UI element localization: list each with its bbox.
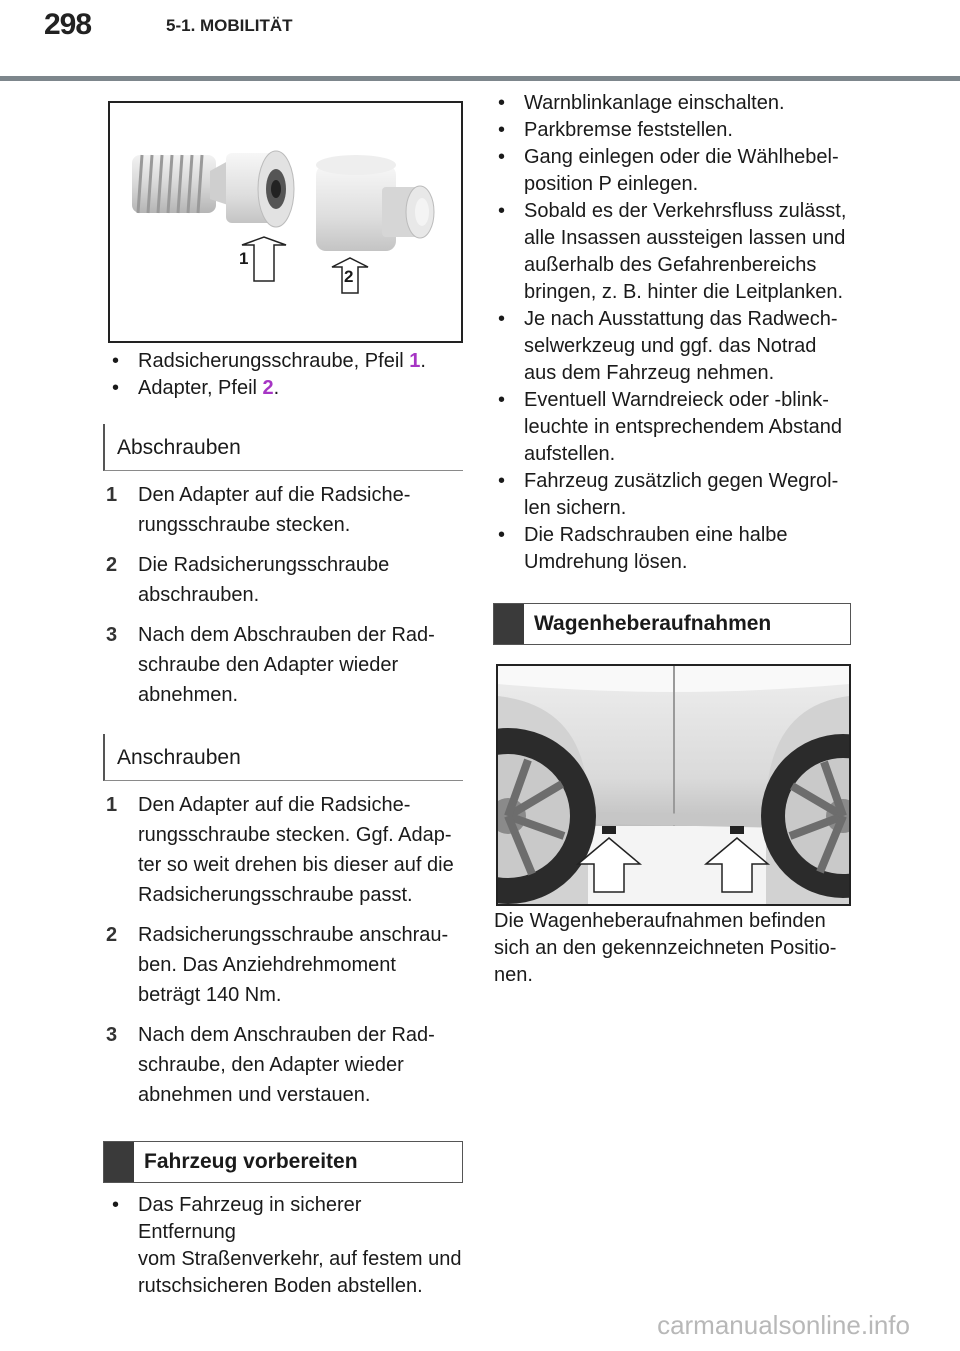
figure-caption — [494, 908, 854, 989]
step-line: Den Adapter auf die Radsiche- — [138, 794, 411, 816]
section-title: Fahrzeug vorbereiten — [144, 1150, 358, 1173]
step-line: Den Adapter auf die Radsiche- — [138, 484, 411, 506]
step-1 — [106, 480, 466, 540]
bullet-line: Das Fahrzeug in sicherer Entfernung — [138, 1194, 362, 1243]
figure-lock-bolt-adapter — [108, 101, 463, 343]
bullet-line: position P einlegen. — [524, 173, 699, 195]
step-line: abschrauben. — [138, 584, 260, 606]
right-bullet-list — [498, 90, 858, 576]
step-2 — [106, 550, 466, 610]
list-item: • Gang einlegen oder die Wählhebel- position P einlegen. — [498, 146, 839, 195]
section-marker — [494, 604, 524, 644]
step-number: 2 — [106, 554, 118, 576]
bullet-line: außerhalb des Gefahrenbereichs — [524, 254, 817, 276]
vorbereiten-bullet-left — [112, 1192, 462, 1300]
step-number: 3 — [106, 624, 118, 646]
bullet-line: Umdrehung lösen. — [524, 551, 688, 573]
header-rule — [0, 76, 960, 81]
bullet-text: Adapter, Pfeil — [138, 377, 263, 399]
section-header-wagenheberaufnahmen — [493, 603, 851, 645]
figure-jacking-points — [496, 664, 851, 906]
figure-label-2: 2 — [344, 267, 354, 286]
step-line: rungsschraube stecken. Ggf. Adap- — [138, 824, 452, 846]
caption-line: sich an den gekennzeichneten Positio- — [494, 937, 837, 959]
bullet-line: Gang einlegen oder die Wählhebel- — [524, 146, 839, 168]
step-line: Radsicherungsschraube passt. — [138, 884, 413, 906]
step-number: 1 — [106, 484, 118, 506]
step-line: ben. Das Anziehdrehmoment — [138, 954, 396, 976]
caption-line: nen. — [494, 964, 533, 986]
step-line: Nach dem Abschrauben der Rad- — [138, 624, 435, 646]
step-number: 1 — [106, 794, 118, 816]
step-line: Die Radsicherungsschraube — [138, 554, 390, 576]
step-3 — [106, 1020, 466, 1110]
step-1 — [106, 790, 466, 910]
bullet-line: len sichern. — [524, 497, 627, 519]
bullet-tail: . — [420, 350, 426, 372]
list-item: • Je nach Ausstattung das Radwech- selwerkzeug und ggf. das Notrad aus dem Fahrzeug nehmen. — [498, 308, 838, 384]
section-header-anschrauben — [103, 734, 463, 781]
figure-label-1: 1 — [239, 249, 249, 268]
bolt-thread — [132, 155, 216, 213]
list-item: • Parkbremse feststellen. — [498, 117, 858, 144]
step-line: abnehmen und verstauen. — [138, 1084, 371, 1106]
bullet-line: Je nach Ausstattung das Radwech- — [524, 308, 838, 330]
list-item: • Sobald es der Verkehrsfluss zulässt, alle Insassen aussteigen lassen und außerhalb des Gefahrenbereichs bringen, z. B. hinter die Leitplanken. — [498, 200, 847, 303]
arrow-1-icon — [242, 237, 286, 281]
list-item: • Fahrzeug zusätzlich gegen Wegrol- len sichern. — [498, 470, 839, 519]
chapter-title: 5-1. MOBILITÄT — [166, 16, 293, 35]
section-title: Wagenheberaufnahmen — [534, 612, 772, 635]
section-title: Abschrauben — [117, 436, 241, 459]
caption-line: Die Wagenheberaufnahmen befinden — [494, 910, 826, 932]
list-item: • Die Radschrauben eine halbe Umdrehung lösen. — [498, 524, 788, 573]
section-header-abschrauben — [103, 424, 463, 471]
step-line: schraube, den Adapter wieder — [138, 1054, 404, 1076]
list-item: • Warnblinkanlage einschalten. — [498, 90, 858, 117]
lock-bolt-illustration — [110, 103, 461, 341]
step-line: beträgt 140 Nm. — [138, 984, 282, 1006]
step-line: ter so weit drehen bis dieser auf die — [138, 854, 454, 876]
bullet-line: bringen, z. B. hinter die Leitplanken. — [524, 281, 844, 303]
section-title: Anschrauben — [117, 746, 241, 769]
step-2 — [106, 920, 466, 1010]
section-header-fahrzeug-vorbereiten — [103, 1141, 463, 1183]
step-line: abnehmen. — [138, 684, 239, 706]
bullet-line: selwerkzeug und ggf. das Notrad — [524, 335, 817, 357]
intro-bullet-2: • Adapter, Pfeil 2. — [112, 377, 280, 399]
car-side-illustration — [498, 666, 849, 904]
intro-bullet-list — [112, 348, 462, 402]
bullet-text: Radsicherungsschraube, Pfeil — [138, 350, 410, 372]
bullet-line: Fahrzeug zusätzlich gegen Wegrol- — [524, 470, 839, 492]
bullet-line: Parkbremse feststellen. — [524, 119, 733, 141]
bullet-line: Sobald es der Verkehrsfluss zulässt, — [524, 200, 847, 222]
bullet-line: Warnblinkanlage einschalten. — [524, 92, 785, 114]
step-number: 3 — [106, 1024, 118, 1046]
bullet-line: rutschsicheren Boden abstellen. — [138, 1275, 423, 1297]
step-line: schraube den Adapter wieder — [138, 654, 399, 676]
step-number: 2 — [106, 924, 118, 946]
bullet-line: vom Straßenverkehr, auf festem und — [138, 1248, 462, 1270]
intro-bullet-1: • Radsicherungsschraube, Pfeil 1. — [112, 350, 426, 372]
bullet-line: aufstellen. — [524, 443, 616, 465]
step-line: Nach dem Anschrauben der Rad- — [138, 1024, 435, 1046]
bullet-line: aus dem Fahrzeug nehmen. — [524, 362, 775, 384]
jack-point-rear — [730, 826, 744, 834]
anschrauben-steps — [106, 790, 466, 1110]
page-number: 298 — [44, 8, 92, 41]
step-line: Radsicherungsschraube anschrau- — [138, 924, 449, 946]
bullet-line: Die Radschrauben eine halbe — [524, 524, 788, 546]
step-line: rungsschraube stecken. — [138, 514, 351, 536]
abschrauben-steps — [106, 480, 466, 710]
list-item: • Das Fahrzeug in sicherer Entfernung vom Straßenverkehr, auf festem und rutschsicheren Boden abstellen. — [112, 1194, 462, 1297]
bullet-line: leuchte in entsprechendem Abstand — [524, 416, 842, 438]
watermark: carmanualsonline.info — [657, 1310, 910, 1340]
bullet-tail: . — [273, 377, 280, 399]
adapter-shape — [316, 155, 434, 251]
bullet-line: alle Insassen aussteigen lassen und — [524, 227, 846, 249]
list-item: • Eventuell Warndreieck oder -blink- leuchte in entsprechendem Abstand aufstellen. — [498, 389, 842, 465]
step-3 — [106, 620, 466, 710]
section-marker — [104, 1142, 134, 1182]
arrow-number: 2 — [262, 377, 274, 399]
jack-point-front — [602, 826, 616, 834]
arrow-number: 1 — [409, 350, 421, 372]
bullet-line: Eventuell Warndreieck oder -blink- — [524, 389, 829, 411]
